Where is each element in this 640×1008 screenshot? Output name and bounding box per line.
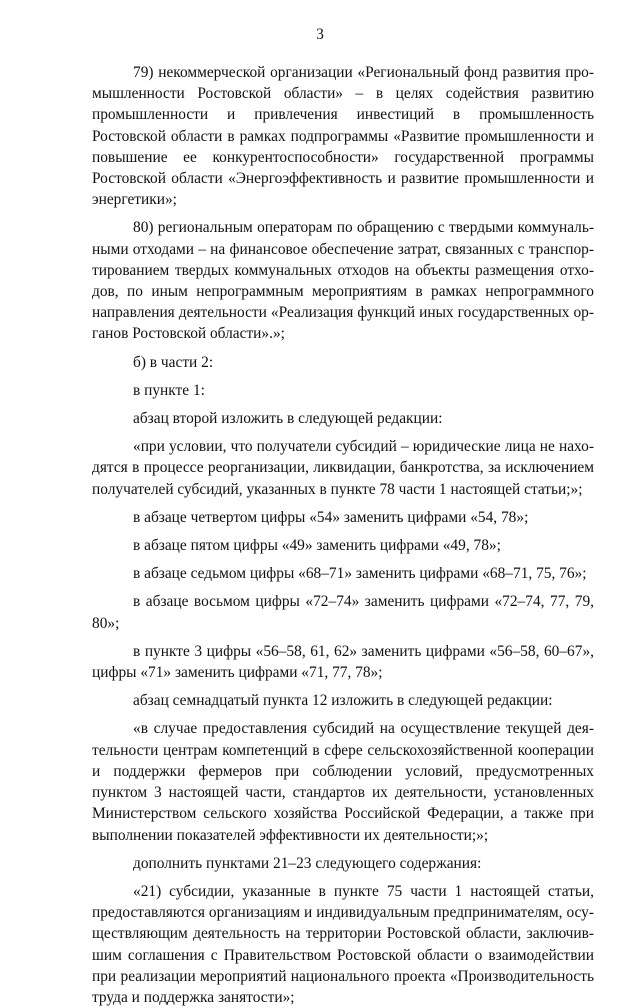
paragraph-second-abzac-instruction: абзац второй изложить в следующей редакции: xyxy=(133,410,443,428)
paragraph-quoted-subsidies: «в случае предоставления субсидий на осуществление текущей деятельности центрам компетенций в сфере сельскохозяйственной кооперации и поддержки фермеров при соблюдении условий, предусмотренных пунктом 3 настоящей части, стандартов их деятельности, установленных Министерством сельского хозяйства Российской Федерации, а также при выполнении показателей эффективности их деятельности;»; xyxy=(92,720,594,844)
paragraph-item-79: 79) некоммерческой организации «Региональный фонд развития промышленности Ростовской области» – в целях содействия развитию промышленности и привлечения инвестиций в промышленность Ростовской области в рамках подпрограммы «Развитие промышленности и повышение ее конкурентоспособности» государственной программы Ростовской области «Энергоэффективность и развитие промышленности и энергетики»; xyxy=(92,64,594,209)
paragraph-subpoint-b: б) в части 2: xyxy=(133,353,214,371)
paragraph-item-21: «21) субсидии, указанные в пункте 75 части 1 настоящей статьи, предоставляются организациям и индивидуальным предпринимателям, осуществляющим деятельность на территории Ростовской области, заключившим соглашения с Правительством Ростовской области о взаимодействии при реализации мероприятий национального проекта «Производительность труда и поддержка занятости»; xyxy=(92,882,594,1006)
document-body xyxy=(92,62,594,1008)
paragraph-item-80: 80) региональным операторам по обращению с твердыми коммунальными отходами – на финансовое обеспечение затрат, связанных с транспортированием твердых коммунальных отходов на объекты размещения отходов, по иным непрограммным мероприятиям в рамках непрограммного направления деятельности «Реализация функций иных государственных органов Ростовской области».»; xyxy=(92,219,594,343)
paragraph-add-points: дополнить пунктами 21–23 следующего содержания: xyxy=(133,854,482,872)
paragraph-quoted-condition: «при условии, что получатели субсидий – юридические лица не находятся в процессе реорганизации, ликвидации, банкротства, за исключением получателей субсидий, указанных в пункте 78 части 1 настоящей статьи;»; xyxy=(92,438,594,498)
paragraph-amend-seventh: в абзаце седьмом цифры «68–71» заменить цифрами «68–71, 75, 76»; xyxy=(133,565,587,583)
paragraph-amend-eighth: в абзаце восьмом цифры «72–74» заменить цифрами «72–74, 77, 79, 80»; xyxy=(92,593,594,632)
paragraph-abzac-seventeenth: абзац семнадцатый пункта 12 изложить в следующей редакции: xyxy=(133,692,553,710)
paragraph-amend-fourth: в абзаце четвертом цифры «54» заменить цифрами «54, 78»; xyxy=(133,508,529,526)
paragraph-amend-point-3: в пункте 3 цифры «56–58, 61, 62» заменить цифрами «56–58, 60–67», цифры «71» заменить цифрами «71, 77, 78»; xyxy=(92,642,594,682)
paragraph-amend-fifth: в абзаце пятом цифры «49» заменить цифрами «49, 78»; xyxy=(133,537,501,555)
paragraph-point-1: в пункте 1: xyxy=(133,381,205,399)
page-number: 3 xyxy=(316,26,324,43)
